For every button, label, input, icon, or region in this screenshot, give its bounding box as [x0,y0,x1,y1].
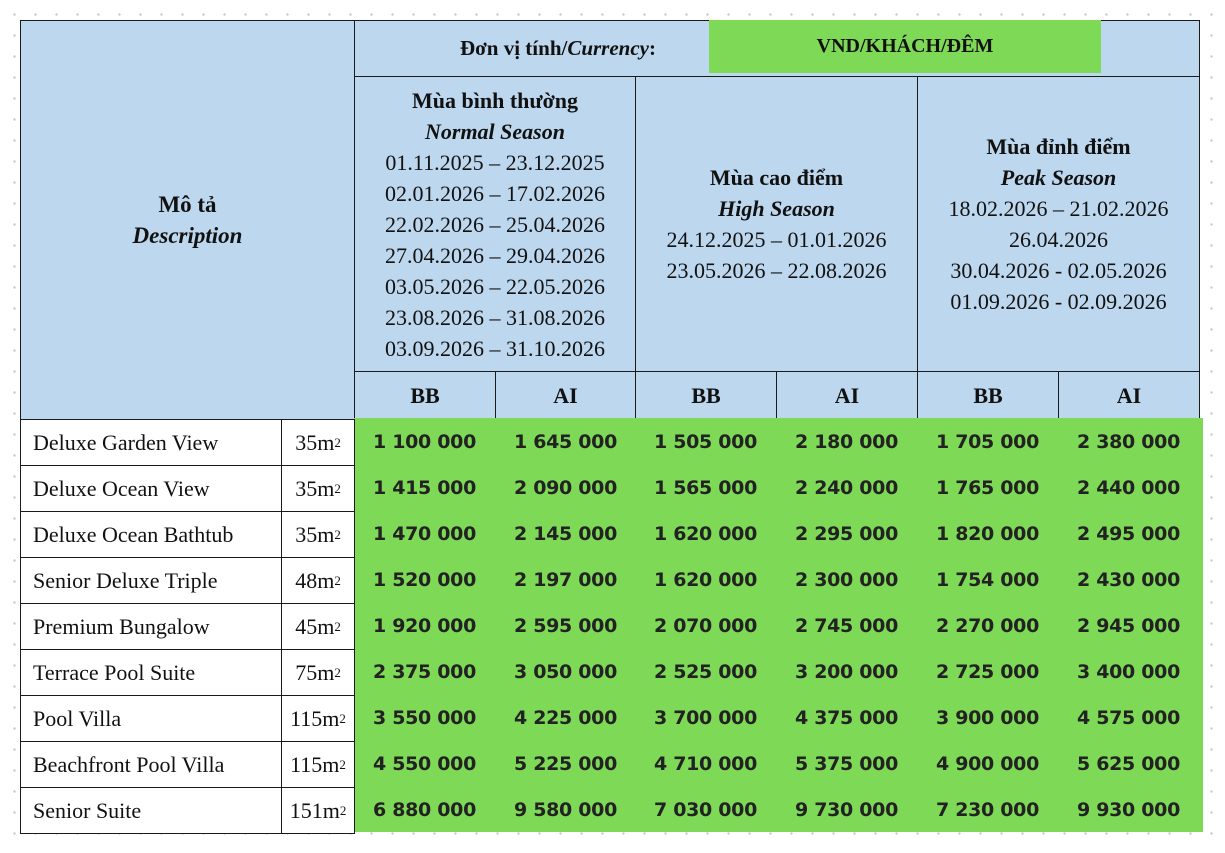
price-cell: 2 300 000 [794,569,899,591]
price-cell: 2 440 000 [1076,477,1181,499]
subheader-bb-normal: BB [354,371,496,420]
price-cell: 6 880 000 [372,799,477,821]
currency-row [354,20,1200,77]
price-cell: 2 725 000 [935,661,1040,683]
price-cell: 1 470 000 [372,523,477,545]
price-cell: 5 375 000 [794,753,899,775]
area-exponent: 2 [334,480,341,496]
area-exponent: 2 [334,572,341,588]
currency-colon: : [649,35,657,60]
room-name: Premium Bungalow [20,603,282,650]
price-cell: 5 625 000 [1076,753,1181,775]
room-area [281,695,355,742]
room-area [281,649,355,696]
area-unit: m [317,429,335,455]
room-name: Terrace Pool Suite [20,649,282,696]
season-name-en: Peak Season [1000,165,1117,190]
area-unit: m [317,475,335,501]
room-area [281,511,355,558]
area-value: 115 [290,705,323,731]
price-cell: 2 197 000 [513,569,618,591]
price-cell: 1 645 000 [513,431,618,453]
room-area [281,557,355,604]
season-normal [354,76,636,372]
season-date: 27.04.2026 – 29.04.2026 [385,242,605,268]
season-date: 23.08.2026 – 31.08.2026 [385,304,605,330]
area-unit: m [317,613,335,639]
currency-label [460,21,656,75]
season-date: 30.04.2026 - 02.05.2026 [950,258,1167,283]
price-cell: 2 090 000 [513,477,618,499]
price-cell: 7 230 000 [935,799,1040,821]
area-unit: m [317,659,335,685]
season-date: 03.05.2026 – 22.05.2026 [385,273,605,299]
season-date: 23.05.2026 – 22.08.2026 [666,258,887,283]
price-cell: 7 030 000 [653,799,758,821]
area-value: 151 [289,797,323,823]
season-date: 26.04.2026 [1009,227,1108,252]
area-unit: m [322,797,340,823]
room-name: Deluxe Ocean View [20,465,282,512]
currency-label-en: Currency [567,35,650,60]
season-peak [917,76,1200,372]
price-cell: 4 225 000 [513,707,618,729]
price-cell: 2 295 000 [794,523,899,545]
room-name: Beachfront Pool Villa [20,741,282,788]
subheader-ai-high: AI [776,371,918,420]
price-cell: 2 525 000 [653,661,758,683]
season-name-en: Normal Season [425,118,565,144]
area-value: 35 [295,521,318,547]
price-cell: 4 375 000 [794,707,899,729]
season-high [635,76,918,372]
area-value: 115 [290,751,323,777]
currency-value: VND/KHÁCH/ĐÊM [709,20,1101,73]
description-label-vi: Mô tả [158,192,217,217]
price-cell: 2 380 000 [1076,431,1181,453]
subheader-ai-normal: AI [495,371,636,420]
price-cell: 2 430 000 [1076,569,1181,591]
price-cell: 1 765 000 [935,477,1040,499]
price-cell: 5 225 000 [513,753,618,775]
season-name-vi: Mùa bình thường [412,87,578,113]
price-cell: 3 400 000 [1076,661,1181,683]
price-cell: 9 580 000 [513,799,618,821]
area-exponent: 2 [339,802,347,818]
description-header [20,20,355,420]
price-cell: 3 200 000 [794,661,899,683]
season-date: 03.09.2026 – 31.10.2026 [385,335,605,361]
area-value: 75 [295,659,318,685]
price-cell: 9 730 000 [794,799,899,821]
area-unit: m [322,705,340,731]
subheader-bb-peak: BB [917,371,1059,420]
room-area [281,787,355,834]
price-cell: 2 180 000 [794,431,899,453]
price-cell: 3 050 000 [513,661,618,683]
season-date: 18.02.2026 – 21.02.2026 [948,196,1169,221]
room-area [281,603,355,650]
area-exponent: 2 [339,756,346,772]
price-cell: 1 565 000 [653,477,758,499]
season-name-vi: Mùa cao điểm [709,165,844,190]
area-unit: m [317,567,335,593]
price-cell: 2 270 000 [935,615,1040,637]
price-cell: 2 240 000 [794,477,899,499]
room-area [281,465,355,512]
price-cell: 2 945 000 [1076,615,1181,637]
subheader-bb-high: BB [635,371,777,420]
price-cell: 3 700 000 [653,707,758,729]
room-name: Deluxe Ocean Bathtub [20,511,282,558]
currency-label-vi: Đơn vị tính/ [460,35,568,60]
price-cell: 1 520 000 [372,569,477,591]
room-name: Pool Villa [20,695,282,742]
area-exponent: 2 [334,618,341,634]
season-date: 01.09.2026 - 02.09.2026 [950,289,1167,314]
price-cell: 4 550 000 [372,753,477,775]
room-area [281,741,355,788]
price-cell: 1 820 000 [935,523,1040,545]
price-cell: 4 575 000 [1076,707,1181,729]
season-name-en: High Season [718,196,835,221]
room-name: Senior Deluxe Triple [20,557,282,604]
price-cell: 4 900 000 [935,753,1040,775]
price-cell: 2 745 000 [794,615,899,637]
season-name-vi: Mùa đỉnh điểm [986,134,1131,159]
price-cell: 4 710 000 [653,753,758,775]
area-exponent: 2 [339,710,346,726]
price-cell: 1 505 000 [653,431,758,453]
price-cell: 2 595 000 [513,615,618,637]
season-date: 01.11.2025 – 23.12.2025 [385,149,605,175]
area-unit: m [317,521,335,547]
area-value: 35 [295,429,318,455]
season-date: 02.01.2026 – 17.02.2026 [385,180,605,206]
price-cell: 1 620 000 [653,569,758,591]
price-cell: 2 070 000 [653,615,758,637]
price-cell: 3 550 000 [372,707,477,729]
season-date: 22.02.2026 – 25.04.2026 [385,211,605,237]
price-cell: 1 415 000 [372,477,477,499]
price-cell: 2 375 000 [372,661,477,683]
room-name: Senior Suite [20,787,282,834]
price-cell: 1 100 000 [372,431,477,453]
price-cell: 1 620 000 [653,523,758,545]
price-cell: 2 495 000 [1076,523,1181,545]
area-exponent: 2 [334,526,341,542]
subheader-ai-peak: AI [1058,371,1200,420]
room-name: Deluxe Garden View [20,419,282,466]
area-exponent: 2 [334,434,341,450]
area-value: 35 [295,475,318,501]
price-cell: 1 754 000 [935,569,1040,591]
room-area [281,419,355,466]
area-value: 48 [295,567,318,593]
season-date: 24.12.2025 – 01.01.2026 [666,227,887,252]
area-unit: m [322,751,340,777]
area-value: 45 [295,613,318,639]
price-cell: 9 930 000 [1076,799,1181,821]
price-cell: 1 705 000 [935,431,1040,453]
area-exponent: 2 [334,664,341,680]
price-cell: 3 900 000 [935,707,1040,729]
description-label-en: Description [132,223,243,248]
price-cell: 2 145 000 [513,523,618,545]
price-cell: 1 920 000 [372,615,477,637]
